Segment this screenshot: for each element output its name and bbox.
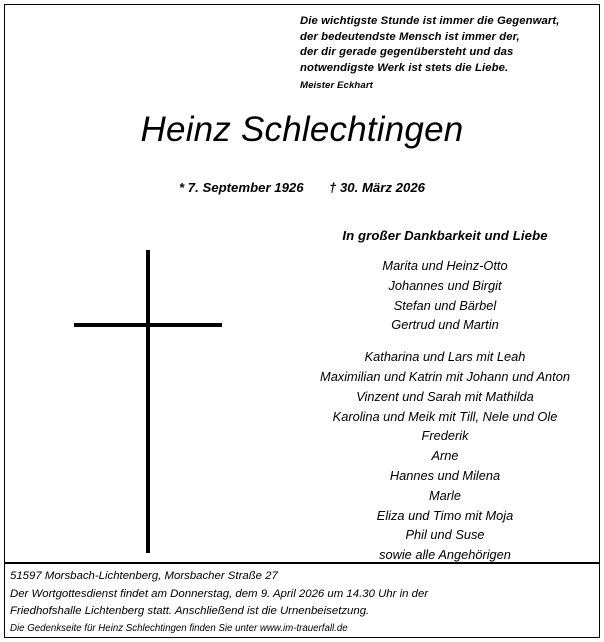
list-item: Eliza und Timo mit Moja: [376, 507, 514, 523]
death-date: † 30. März 2026: [328, 180, 425, 195]
list-item: Gertrud und Martin: [391, 317, 499, 333]
list-item: Katharina und Lars mit Leah: [364, 349, 526, 365]
list-item: Vinzent und Sarah mit Mathilda: [356, 388, 534, 404]
cross-icon: [55, 250, 245, 560]
list-item: Marita und Heinz-Otto: [382, 258, 508, 273]
list-item: Maximilian und Katrin mit Johann und Anton: [320, 368, 570, 384]
list-item: Johannes und Birgit: [388, 277, 502, 293]
quote-block: [300, 14, 578, 94]
quote-author: Meister Eckhart: [300, 80, 373, 92]
list-item: Stefan und Bärbel: [393, 297, 497, 313]
memorial-page-line: Die Gedenkseite für Heinz Schlechtingen finden Sie unter www.im-trauerfall.de: [10, 622, 348, 634]
service-line-1: Der Wortgottesdienst findet am Donnerstag, dem 9. April 2026 um 14.30 Uhr in der: [10, 587, 429, 600]
list-item: Marle: [429, 487, 461, 503]
life-dates: [0, 180, 604, 195]
list-item: Frederik: [421, 428, 469, 444]
mourners-block: [300, 228, 590, 565]
list-item: Arne: [431, 448, 459, 464]
mourners-group-1: [300, 256, 590, 335]
birth-date: * 7. September 1926: [178, 180, 304, 195]
list-item: Karolina und Meik mit Till, Nele und Ole: [332, 408, 558, 424]
quote-line-1: Die wichtigste Stunde ist immer die Gegenwart,: [300, 15, 560, 27]
address-line: 51597 Morsbach-Lichtenberg, Morsbacher Straße 27: [10, 570, 278, 582]
cross-vertical-bar: [146, 250, 150, 553]
list-item: Hannes und Milena: [389, 467, 501, 483]
mourners-group-2: [300, 347, 590, 565]
list-item: sowie alle Angehörigen: [379, 547, 511, 563]
deceased-name: Heinz Schlechtingen: [140, 110, 464, 149]
footer-block: [10, 568, 594, 636]
cross-horizontal-bar: [74, 323, 222, 327]
quote-line-4: notwendigste Werk ist stets die Liebe.: [300, 61, 509, 74]
service-line-2: Friedhofshalle Lichtenberg statt. Anschließend ist die Urnenbeisetzung.: [10, 605, 370, 617]
quote-line-2: der bedeutendste Mensch ist immer der,: [300, 30, 520, 43]
mourners-heading: In großer Dankbarkeit und Liebe: [342, 228, 548, 243]
quote-line-3: der dir gerade gegenübersteht und das: [300, 46, 514, 59]
list-item: Phil und Suse: [405, 527, 485, 543]
footer-divider: [4, 562, 600, 564]
